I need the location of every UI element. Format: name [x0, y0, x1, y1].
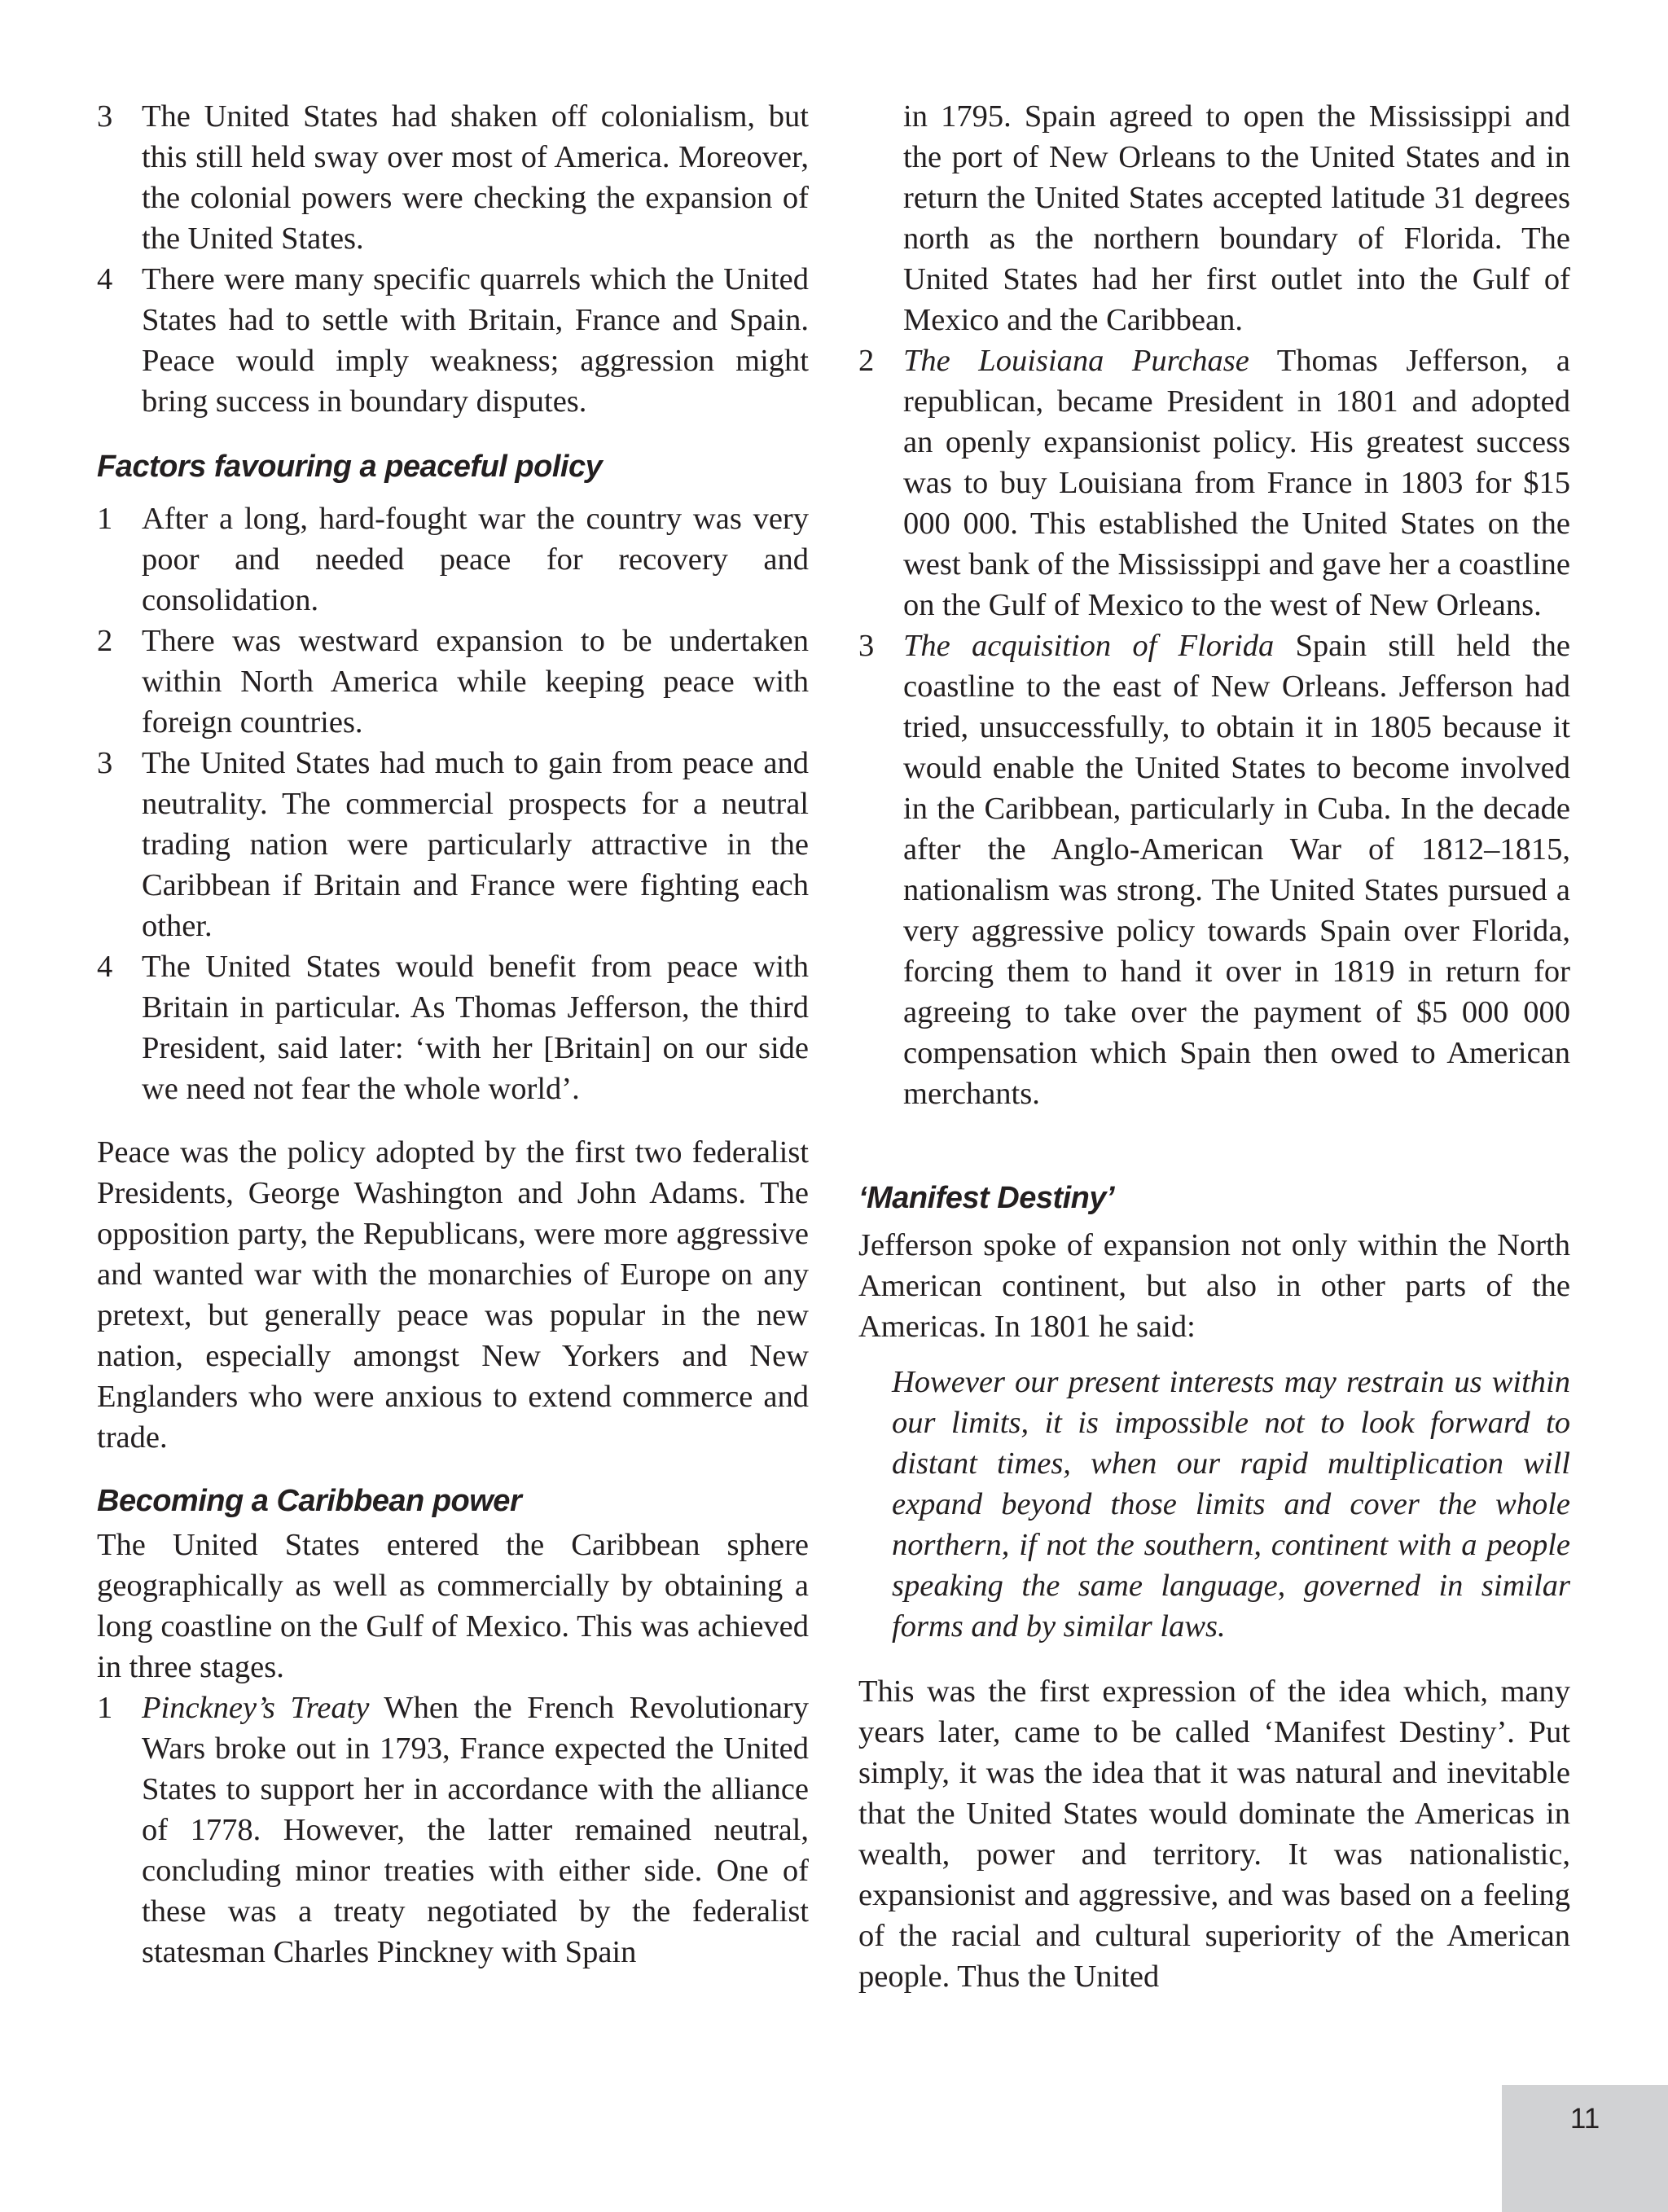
list-item-acquisition-florida — [858, 625, 1570, 1114]
section-heading-caribbean-power: Becoming a Caribbean power — [97, 1484, 522, 1518]
caribbean-stages-list — [97, 1688, 809, 1973]
top-numbered-list — [97, 96, 809, 422]
list-item-text: There was westward expansion to be undertaken within North America while keeping peace with foreign countries. — [142, 624, 809, 740]
caribbean-stages-list-continued — [858, 340, 1570, 1114]
stage-text: Spain still held the coastline to the east of New Orleans. Jefferson had tried, unsuccessfully, to obtain it in 1805 because it would enable the United States to become involved in the Caribbean, particularly in Cuba. In the decade after the Anglo-American War of 1812–1815, nationalism was strong. The United States pursued a very aggressive policy towards Spain over Florida, forcing them to hand it over in 1819 in return for agreeing to take over the payment of $5 000 000 compensation which Spain then owed to American merchants. — [903, 629, 1570, 1111]
section-heading-peaceful-policy: Factors favouring a peaceful policy — [97, 450, 603, 484]
list-item — [97, 946, 809, 1109]
page-number: 11 — [1569, 2103, 1600, 2135]
left-column — [97, 96, 809, 1973]
manifest-destiny-paragraph: This was the first expression of the idea which, many years later, came to be called ‘Manifest Destiny’. Put simply, it was the idea that it was natural and inevitable that the United States would dominate the Americas in wealth, power and territory. It was nationalistic, expansionist and aggressive, and was based on a feeling of the racial and cultural superiority of the American people. Thus the United — [858, 1674, 1570, 1994]
list-number: 2 — [858, 344, 875, 378]
list-number: 2 — [97, 624, 113, 658]
list-number: 3 — [97, 746, 113, 780]
page-number-box — [1502, 2085, 1668, 2212]
jefferson-quote: However our present interests may restrain us within our limits, it is impossible not to look forward to distant times, when our rapid multiplication will expand beyond those limits and cover the whole northern, if not the southern, continent with a people speaking the same language, governed in similar forms and by similar laws. — [892, 1365, 1570, 1644]
manifest-intro-paragraph: Jefferson spoke of expansion not only within the North American continent, but also in other parts of the Americas. In 1801 he said: — [858, 1228, 1570, 1344]
list-number: 3 — [858, 629, 875, 663]
right-column — [858, 96, 1570, 1997]
list-item-text: The United States had shaken off colonialism, but this still held sway over most of America. Moreover, the colonial powers were checking the expansion of the United States. — [142, 99, 809, 256]
list-item — [97, 743, 809, 946]
stage-title: Pinckney’s Treaty — [142, 1691, 370, 1725]
stage-text: Thomas Jefferson, a republican, became President in 1801 and adopted an openly expansionist policy. His greatest success was to buy Louisiana from France in 1803 for $15 000 000. This established the United States on the west bank of the Mississippi and gave her a coastline on the Gulf of Mexico to the west of New Orleans. — [903, 344, 1570, 622]
list-item — [97, 259, 809, 422]
stage-title: The Louisiana Purchase — [903, 344, 1249, 378]
list-item-text: There were many specific quarrels which the United States had to settle with Britain, France and Spain. Peace would imply weakness; aggression might bring success in boundary disputes. — [142, 262, 809, 419]
section-heading-manifest-destiny: ‘Manifest Destiny’ — [858, 1181, 1115, 1215]
list-number: 1 — [97, 502, 113, 536]
peace-policy-paragraph: Peace was the policy adopted by the first two federalist Presidents, George Washington and John Adams. The opposition party, the Republicans, were more aggressive and wanted war with the monarchies of Europe on any pretext, but generally peace was popular in the new nation, especially amongst New Yorkers and New Englanders who were anxious to extend commerce and trade. — [97, 1135, 809, 1455]
stage-text: When the French Revolutionary Wars broke out in 1793, France expected the United States to support her in accordance with the alliance of 1778. However, the latter remained neutral, concluding minor treaties with either side. One of these was a treaty negotiated by the federalist statesman Charles Pinckney with Spain — [142, 1691, 809, 1969]
list-number: 4 — [97, 950, 113, 984]
list-item-louisiana-purchase — [858, 340, 1570, 625]
list-item-text: The United States had much to gain from peace and neutrality. The commercial prospects for a neutral trading nation were particularly attractive in the Caribbean if Britain and France were fighting each other. — [142, 746, 809, 943]
stage-title: The acquisition of Florida — [903, 629, 1275, 663]
list-item-pinckney-treaty — [97, 1688, 809, 1973]
pinckney-treaty-continued: in 1795. Spain agreed to open the Mississippi and the port of New Orleans to the United States and in return the United States accepted latitude 31 degrees north as the northern boundary of Florida. The United States had her first outlet into the Gulf of Mexico and the Caribbean. — [903, 99, 1570, 337]
list-item — [97, 498, 809, 621]
list-item-text: After a long, hard-fought war the country was very poor and needed peace for recovery and consolidation. — [142, 502, 809, 617]
caribbean-paragraph: The United States entered the Caribbean sphere geographically as well as commercially by obtaining a long coastline on the Gulf of Mexico. This was achieved in three stages. — [97, 1528, 809, 1684]
list-item — [97, 621, 809, 743]
list-number: 4 — [97, 262, 113, 296]
list-item-text: The United States would benefit from peace with Britain in particular. As Thomas Jefferson, the third President, said later: ‘with her [Britain] on our side we need not fear the whole world’. — [142, 950, 809, 1106]
list-item — [97, 96, 809, 259]
list-number: 1 — [97, 1691, 113, 1725]
peace-factors-list — [97, 498, 809, 1109]
list-number: 3 — [97, 99, 113, 134]
